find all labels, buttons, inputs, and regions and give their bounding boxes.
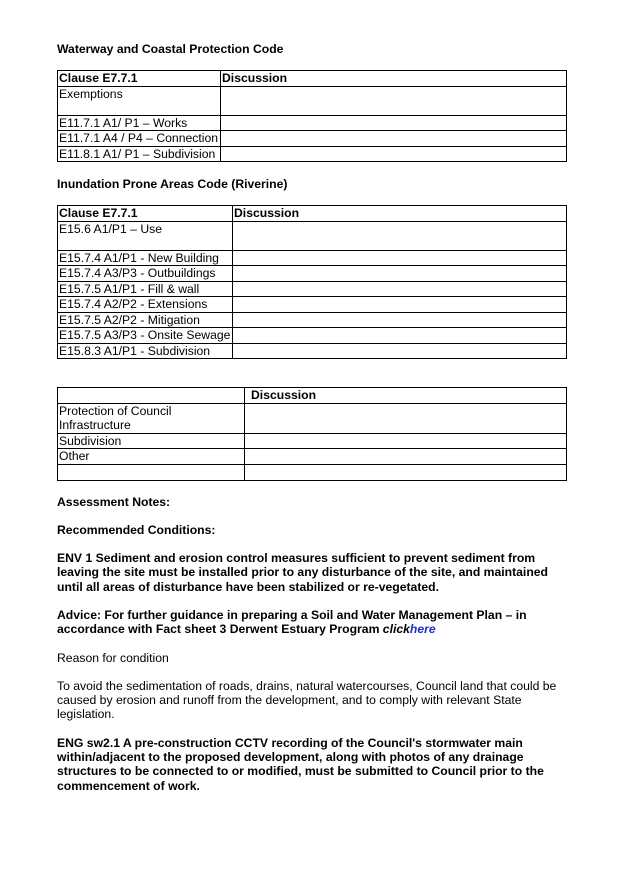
waterway-row-4: E11.8.1 A1/ P1 – Subdivision	[58, 146, 221, 162]
discussion-cell[interactable]	[233, 328, 567, 344]
discussion-cell[interactable]	[221, 86, 567, 115]
inundation-table	[57, 205, 567, 359]
other-header-discussion: Discussion	[245, 388, 567, 404]
waterway-table	[57, 70, 567, 162]
discussion-cell[interactable]	[233, 297, 567, 313]
inundation-row-6: E15.7.5 A2/P2 - Mitigation	[58, 312, 233, 328]
discussion-cell[interactable]	[245, 433, 567, 449]
reason-text: To avoid the sedimentation of roads, drains, natural watercourses, Council land that could be caused by erosion and runoff from the development, and to comply with relevant State legislation.	[57, 678, 557, 722]
advice-link-here[interactable]: here	[409, 622, 436, 637]
assessment-notes-heading: Assessment Notes:	[57, 494, 171, 509]
discussion-cell[interactable]	[245, 464, 567, 480]
advice-text: Advice: For further guidance in preparing a Soil and Water Management Plan – in accordance with Fact sheet 3 Derwent Estuary Program	[57, 607, 527, 637]
discussion-cell[interactable]	[245, 403, 567, 433]
other-row-3: Other	[58, 449, 245, 465]
reason-heading: Reason for condition	[57, 650, 169, 665]
other-row-2: Subdivision	[58, 433, 245, 449]
waterway-header-discussion: Discussion	[221, 71, 567, 87]
other-row-4	[58, 464, 245, 480]
discussion-cell[interactable]	[221, 115, 567, 131]
discussion-cell[interactable]	[233, 281, 567, 297]
env1-condition: ENV 1 Sediment and erosion control measures sufficient to prevent sediment from leaving the site must be installed prior to any disturbance of the site, and maintained until all areas of disturbance have been stabilized or re-vegetated.	[57, 551, 548, 594]
discussion-cell[interactable]	[233, 266, 567, 282]
inundation-row-8: E15.8.3 A1/P1 - Subdivision	[58, 343, 233, 359]
discussion-cell[interactable]	[233, 221, 567, 250]
other-row-1: Protection of Council Infrastructure	[58, 403, 245, 433]
discussion-cell[interactable]	[221, 131, 567, 147]
discussion-cell[interactable]	[221, 146, 567, 162]
inundation-row-2: E15.7.4 A1/P1 - New Building	[58, 250, 233, 266]
inundation-row-3: E15.7.4 A3/P3 - Outbuildings	[58, 266, 233, 282]
other-table	[57, 387, 567, 481]
discussion-cell[interactable]	[245, 449, 567, 465]
inundation-header-discussion: Discussion	[233, 206, 567, 222]
document-page	[57, 42, 567, 793]
recommended-conditions-heading: Recommended Conditions:	[57, 522, 216, 537]
other-header-empty	[58, 388, 245, 404]
advice-link-click[interactable]: click	[382, 622, 410, 637]
advice-paragraph	[57, 608, 567, 637]
inundation-heading: Inundation Prone Areas Code (Riverine)	[57, 177, 288, 191]
advice-link[interactable]	[383, 622, 436, 636]
waterway-row-3: E11.7.1 A4 / P4 – Connection	[58, 131, 221, 147]
discussion-cell[interactable]	[233, 312, 567, 328]
waterway-heading: Waterway and Coastal Protection Code	[57, 42, 284, 56]
discussion-cell[interactable]	[233, 343, 567, 359]
inundation-row-5: E15.7.4 A2/P2 - Extensions	[58, 297, 233, 313]
waterway-header-clause: Clause E7.7.1	[58, 71, 221, 87]
inundation-header-clause: Clause E7.7.1	[58, 206, 233, 222]
eng-condition: ENG sw2.1 A pre-construction CCTV recording of the Council's stormwater main within/adjacent to the proposed development, along with photos of any drainage structures to be connected to or modified, must be submitted to Council prior to the commencement of work.	[57, 735, 544, 793]
inundation-row-4: E15.7.5 A1/P1 - Fill & wall	[58, 281, 233, 297]
waterway-row-2: E11.7.1 A1/ P1 – Works	[58, 115, 221, 131]
waterway-row-1: Exemptions	[58, 86, 221, 115]
discussion-cell[interactable]	[233, 250, 567, 266]
inundation-row-7: E15.7.5 A3/P3 - Onsite Sewage	[58, 328, 233, 344]
inundation-row-1: E15.6 A1/P1 – Use	[58, 221, 233, 250]
